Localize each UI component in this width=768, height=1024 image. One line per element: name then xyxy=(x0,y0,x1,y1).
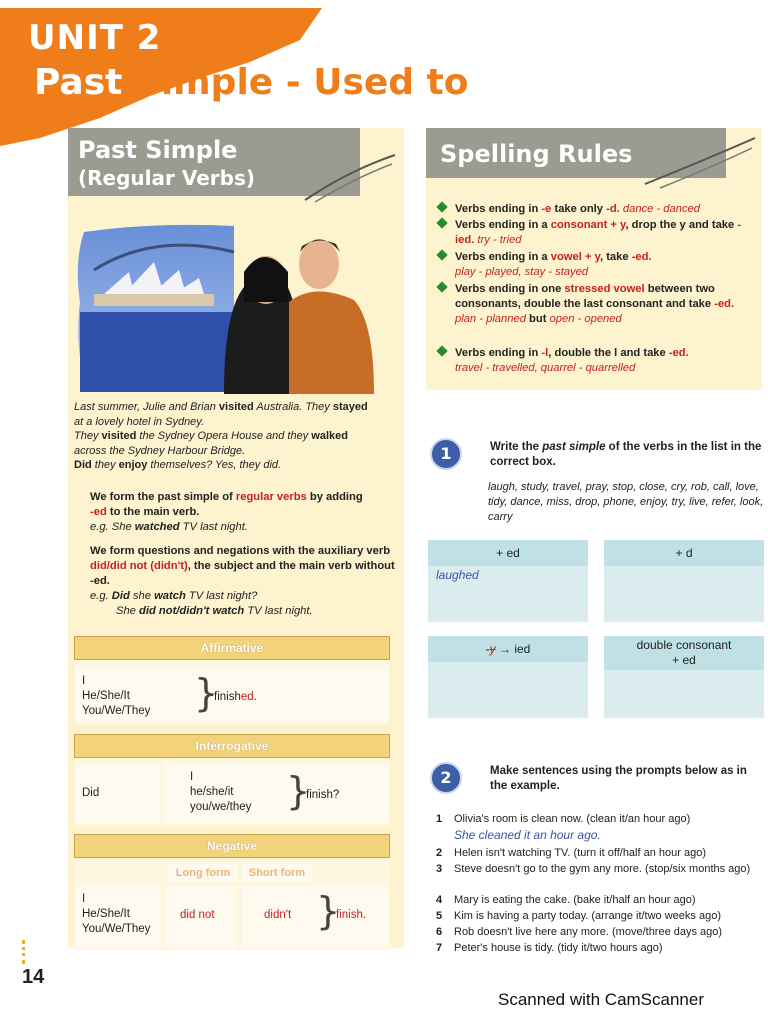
box-plus-ed-header: + ed xyxy=(428,540,588,566)
rule2-eg2b: did not/didn't watch xyxy=(139,605,245,617)
box3-strike-y: y xyxy=(489,642,496,656)
aff-subject-you: You/We/They xyxy=(82,705,151,717)
box3-ied: ied xyxy=(514,642,531,656)
negative-short-cell xyxy=(242,886,388,948)
exercise-1-number: 1 xyxy=(430,438,462,470)
paperclip-decoration xyxy=(640,132,760,192)
scanner-watermark: Scanned with CamScanner xyxy=(498,990,705,1009)
rule-questions-negations xyxy=(90,544,400,619)
rule2-red: did/did not (didn't) xyxy=(90,560,188,572)
negative-subjects xyxy=(82,892,150,937)
negative-long-form: did not xyxy=(180,909,215,921)
rule2-eg2c: TV last night. xyxy=(244,605,313,617)
int-subject-you: you/we/they xyxy=(190,801,252,813)
aff-verb-ending: ed xyxy=(240,691,254,703)
box-plus-ed[interactable] xyxy=(428,540,588,622)
spelling-rule-5 xyxy=(440,346,760,376)
r4-example2: open - opened xyxy=(549,313,622,325)
sentence-item xyxy=(436,925,766,940)
negative-subject-cell xyxy=(76,886,160,948)
ex1-instr-b: of the verbs in the list in the correct box. xyxy=(490,441,762,468)
r5-a: Verbs ending in xyxy=(455,347,542,359)
rule2-eg2a: She xyxy=(116,605,140,617)
interrogative-header: Interrogative xyxy=(74,734,390,758)
story-did: Did xyxy=(74,459,92,471)
rule-regular-verbs xyxy=(90,490,400,535)
negative-long-cell xyxy=(166,886,236,948)
r1-red: -e xyxy=(541,203,552,215)
example-answer: She cleaned it an hour ago. xyxy=(454,828,601,842)
title-past: Past xyxy=(34,62,135,103)
ex1-instr-a: Write the xyxy=(490,441,543,453)
neg-subject-he: He/She/It xyxy=(82,908,130,920)
sentence-number: 4 xyxy=(436,894,443,906)
aff-subject-i: I xyxy=(82,675,86,687)
box-plus-d-header: + d xyxy=(604,540,764,566)
box4-line1: double consonant xyxy=(636,638,732,652)
spelling-rule-1 xyxy=(440,202,760,217)
r4-b: between two consonants, double the last consonant and take xyxy=(455,283,715,310)
r1-example: dance - danced xyxy=(619,203,701,215)
story-line2: at a lovely hotel in Sydney. xyxy=(74,415,205,428)
exercise-2-instructions: Make sentences using the prompts below as in the example. xyxy=(490,765,747,792)
exercise-2-number: 2 xyxy=(430,762,462,794)
r2-red2: -ied. xyxy=(455,219,742,246)
interrogative-aux: Did xyxy=(82,787,100,799)
r1-a: Verbs ending in xyxy=(455,203,542,215)
sentence-item xyxy=(436,812,766,827)
r4-but: but xyxy=(529,313,547,325)
r1-red2: -d. xyxy=(606,203,620,215)
box4-line2: + ed xyxy=(672,653,696,667)
page-title xyxy=(34,62,469,103)
story-line1: Last summer, Julie and Brian xyxy=(74,401,219,413)
affirmative-table xyxy=(74,636,390,724)
interrogative-table xyxy=(74,734,390,826)
sentence-text: Mary is eating the cake. (bake it/half an hour ago) xyxy=(454,894,696,906)
r4-example1: plan - planned xyxy=(455,313,526,325)
title-simple: Simple xyxy=(134,62,274,103)
sentence-text: Peter's house is tidy. (tidy it/two hours ago) xyxy=(454,942,663,954)
box-plus-d[interactable] xyxy=(604,540,764,622)
story-visited2: visited xyxy=(101,430,137,442)
box-plus-ed-answer: laughed xyxy=(436,568,479,582)
title-used-to: - Used to xyxy=(273,62,469,103)
neg-subject-i: I xyxy=(82,893,86,905)
negative-short-form: didn't xyxy=(264,909,292,921)
story-line3b: the Sydney Opera House and they xyxy=(136,430,312,442)
story-line4: across the Sydney Harbour Bridge. xyxy=(74,444,246,457)
spelling-rule-2 xyxy=(440,218,760,248)
sentence-number: 5 xyxy=(436,910,443,922)
story-visited: visited xyxy=(218,401,254,413)
sentence-text: Olivia's room is clean now. (clean it/an hour ago) xyxy=(454,813,691,825)
rule1-a: We form the past simple of xyxy=(90,491,236,503)
page-number: 14 xyxy=(22,966,45,988)
affirmative-verb xyxy=(214,690,257,705)
story-text xyxy=(74,400,404,473)
box-double-consonant-header xyxy=(604,636,764,670)
short-form-label: Short form xyxy=(242,864,312,882)
long-form-label: Long form xyxy=(168,864,238,882)
r3-a: Verbs ending in a xyxy=(455,251,551,263)
aff-verb-dot: . xyxy=(253,691,257,703)
story-line1b: Australia. They xyxy=(253,401,333,413)
sentence-number: 6 xyxy=(436,926,443,938)
rule2-eg1b: Did xyxy=(111,590,130,602)
negative-verb: finish. xyxy=(336,909,367,921)
box3-dash: - xyxy=(485,642,490,656)
affirmative-row xyxy=(76,666,388,722)
r5-b: , double the l and take xyxy=(548,347,669,359)
r4-red: stressed vowel xyxy=(564,283,645,295)
rule2-eg1c: she xyxy=(129,590,155,602)
story-line5b: themselves? Yes, they did. xyxy=(147,459,282,471)
affirmative-subjects xyxy=(82,674,150,719)
neg-subject-you: You/We/They xyxy=(82,923,151,935)
rule1-c: to the main verb. xyxy=(106,506,200,518)
brace-icon: } xyxy=(316,889,341,933)
sentence-item xyxy=(436,893,766,908)
r5-red2: -ed. xyxy=(668,347,689,359)
sentence-text: Steve doesn't go to the gym any more. (stop/six months ago) xyxy=(454,863,751,875)
r2-red: consonant + y xyxy=(550,219,626,231)
interrogative-aux-cell xyxy=(76,764,160,824)
verb-list: laugh, study, travel, pray, stop, close, cry, rob, call, love, tidy, dance, miss, drop, phone, enjoy, try, live, refer, look, carry xyxy=(488,481,764,523)
sydney-photo xyxy=(74,222,376,394)
aff-verb-stem: finish xyxy=(214,691,241,703)
spelling-rule-4 xyxy=(440,282,760,327)
rule1-ed: -ed xyxy=(90,506,107,518)
r3-example: play - played, stay - stayed xyxy=(455,266,589,278)
int-subject-he: he/she/it xyxy=(190,786,234,798)
rule1-b: by adding xyxy=(306,491,363,503)
r1-b: take only xyxy=(551,203,607,215)
sentence-item xyxy=(436,909,766,924)
r4-a: Verbs ending in one xyxy=(455,283,565,295)
story-line3a: They xyxy=(74,430,102,442)
rule1-eg-c: TV last night. xyxy=(179,521,248,533)
negative-table xyxy=(74,834,390,950)
past-simple-title: Past Simple xyxy=(78,136,238,164)
unit-label: UNIT 2 xyxy=(28,18,162,58)
r2-example: try - tried xyxy=(474,234,522,246)
r3-b: , take xyxy=(599,251,632,263)
sentence-text: Helen isn't watching TV. (turn it off/half an hour ago) xyxy=(454,847,706,859)
arrow-right-icon: → xyxy=(498,642,511,656)
rule2-eg1a: e.g. xyxy=(90,590,112,602)
interrogative-subjects xyxy=(190,770,251,815)
r4-red2: -ed. xyxy=(714,298,735,310)
page-dots-decoration xyxy=(22,940,29,964)
r2-a: Verbs ending in a xyxy=(455,219,551,231)
story-enjoy: enjoy xyxy=(118,459,148,471)
aff-subject-he: He/She/It xyxy=(82,690,130,702)
int-subject-i: I xyxy=(190,771,194,783)
box-y-ied[interactable] xyxy=(428,636,588,718)
box-double-consonant[interactable] xyxy=(604,636,764,718)
brace-icon: } xyxy=(194,671,219,715)
r5-red: -l xyxy=(541,347,549,359)
sentence-item xyxy=(436,941,766,956)
box-y-ied-header xyxy=(428,636,588,662)
paperclip-decoration xyxy=(300,150,400,210)
brace-icon: } xyxy=(286,769,311,813)
affirmative-header: Affirmative xyxy=(74,636,390,660)
rule2-b: , the subject and the main verb without -ed. xyxy=(90,560,395,587)
rule2-eg1e: TV last night? xyxy=(185,590,258,602)
rule1-red: regular verbs xyxy=(235,491,307,503)
spelling-rules-heading: Spelling Rules xyxy=(426,128,726,178)
negative-header: Negative xyxy=(74,834,390,858)
sentence-number: 3 xyxy=(436,863,443,875)
story-walked: walked xyxy=(311,430,348,442)
rule2-a: We form questions and negations with the auxiliary verb xyxy=(90,545,391,557)
rule1-eg-b: watched xyxy=(134,521,180,533)
sentence-text: Kim is having a party today. (arrange it/two weeks ago) xyxy=(454,910,721,922)
ex1-instr-italic: past simple xyxy=(542,441,606,453)
r5-example: travel - travelled, quarrel - quarrelled xyxy=(455,362,636,374)
rule2-eg1d: watch xyxy=(154,590,186,602)
r3-red: vowel + y xyxy=(550,251,600,263)
story-stayed: stayed xyxy=(332,401,368,413)
rule1-eg: e.g. She xyxy=(90,521,135,533)
sentence-number: 7 xyxy=(436,942,443,954)
interrogative-row xyxy=(164,764,388,824)
r2-b: , drop the y and take xyxy=(625,219,738,231)
sentence-number: 1 xyxy=(436,813,443,825)
past-simple-subtitle: (Regular Verbs) xyxy=(78,166,256,190)
sentence-item xyxy=(436,846,766,861)
sentence-number: 2 xyxy=(436,847,443,859)
story-line5a: they xyxy=(91,459,119,471)
r3-red2: -ed. xyxy=(631,251,652,263)
spelling-rule-3 xyxy=(440,250,760,280)
sentence-text: Rob doesn't live here any more. (move/three days ago) xyxy=(454,926,723,938)
interrogative-verb: finish? xyxy=(306,789,340,801)
exercise-1-instructions xyxy=(490,440,764,470)
sentence-item xyxy=(436,862,766,877)
